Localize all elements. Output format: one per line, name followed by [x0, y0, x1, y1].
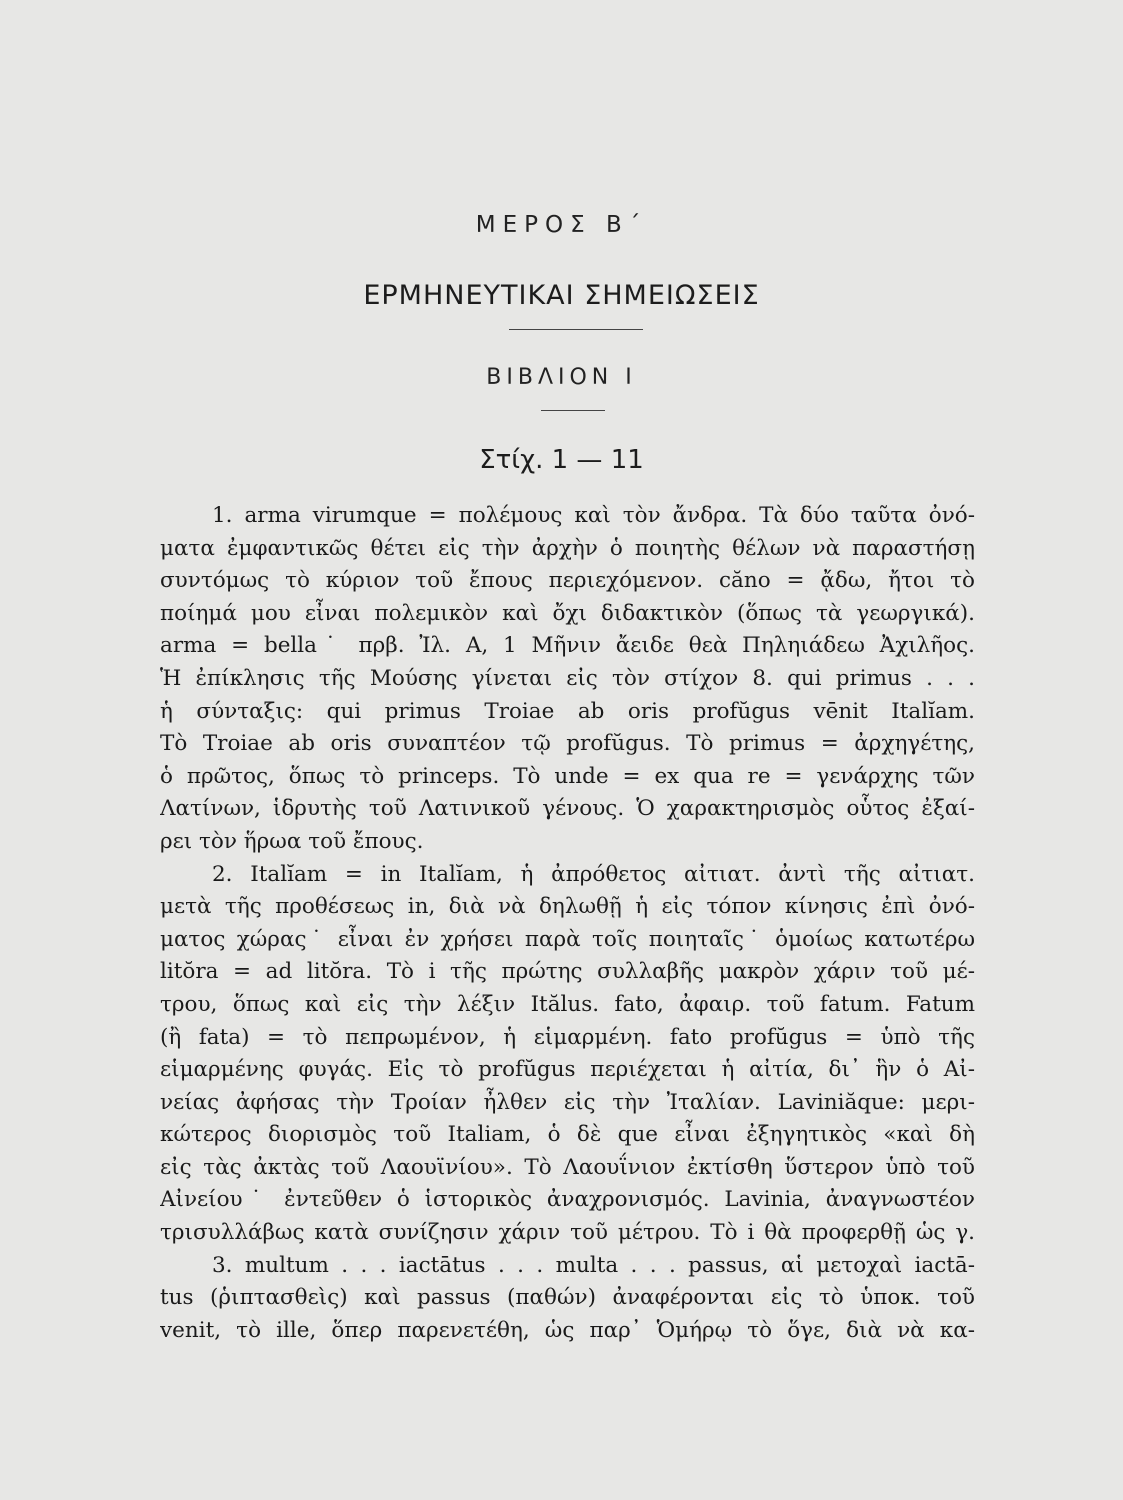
- text-line: ρει τὸν ἥρωα τοῦ ἔπους.: [160, 828, 424, 854]
- book-divider: [541, 410, 605, 411]
- text-line: συντόμως τὸ κύριον τοῦ ἔπους περιεχόμενον. căno = ᾄδω, ἤτοι τὸ: [160, 568, 975, 594]
- text-line: κώτερος διορισμὸς τοῦ Italiam, ὁ δὲ que εἶναι ἐξηγητικὸς «καὶ δὴ: [160, 1122, 975, 1148]
- verse-range-heading: Στίχ. 1 — 11: [479, 445, 644, 475]
- text-line: tus (ῥιπτασθεὶς) καὶ passus (παθών) ἀναφέρονται εἰς τὸ ὑποκ. τοῦ: [160, 1285, 975, 1311]
- text-line: ἡ σύνταξις: qui primus Troiae ab oris profŭgus vēnit Italĭam.: [160, 698, 975, 724]
- text-line: τρου, ὅπως καὶ εἰς τὴν λέξιν Itălus. fato, ἀφαιρ. τοῦ fatum. Fatum: [160, 991, 975, 1017]
- text-line: μετὰ τῆς προθέσεως in, διὰ νὰ δηλωθῇ ἡ εἰς τόπον κίνησις ἐπὶ ὀνό-: [160, 894, 975, 920]
- book-heading: ΒΙΒΛΙΟΝ Ι: [486, 365, 637, 390]
- text-line: 2. Italĭam = in Italĭam, ἡ ἀπρόθετος αἰτιατ. ἀντὶ τῆς αἰτιατ.: [212, 861, 975, 887]
- text-line: Αἰνείου˙ ἐντεῦθεν ὁ ἱστορικὸς ἀναχρονισμός. Lavinia, ἀναγνωστέον: [160, 1187, 975, 1213]
- text-line: (ἢ fata) = τὸ πεπρωμένον, ἡ εἱμαρμένη. fato profŭgus = ὑπὸ τῆς: [160, 1024, 975, 1050]
- text-line: ποίημά μου εἶναι πολεμικὸν καὶ ὄχι διδακτικὸν (ὅπως τὰ γεωργικά).: [160, 600, 975, 626]
- text-line: εἰς τὰς ἀκτὰς τοῦ Λαουϊνίου». Τὸ Λαουΐνιον ἐκτίσθη ὕστερον ὑπὸ τοῦ: [160, 1154, 975, 1180]
- text-line: litŏra = ad litŏra. Τὸ i τῆς πρώτης συλλαβῆς μακρὸν χάριν τοῦ μέ-: [160, 959, 975, 985]
- text-line: 3. multum . . . iactātus . . . multa . . . passus, αἱ μετοχαὶ iactā-: [212, 1252, 975, 1278]
- text-line: venit, τὸ ille, ὅπερ παρενετέθη, ὡς παρ᾿ Ὁμήρῳ τὸ ὅγε, διὰ νὰ κα-: [160, 1317, 975, 1343]
- text-line: Λατίνων, ἱδρυτὴς τοῦ Λατινικοῦ γένους. Ὁ χαρακτηρισμὸς οὗτος ἐξαί-: [160, 796, 975, 822]
- text-line: τρισυλλάβως κατὰ συνίζησιν χάριν τοῦ μέτρου. Τὸ i θὰ προφερθῇ ὡς γ.: [160, 1220, 975, 1246]
- text-line: ματα ἐμφαντικῶς θέτει εἰς τὴν ἀρχὴν ὁ ποιητὴς θέλων νὰ παραστήσῃ: [160, 535, 975, 561]
- text-line: Ἡ ἐπίκλησις τῆς Μούσης γίνεται εἰς τὸν στίχον 8. qui primus . . .: [160, 665, 975, 691]
- title-divider: [509, 329, 643, 330]
- commentary-text: [160, 500, 975, 1347]
- text-line: arma = bella˙ πρβ. Ἰλ. Α, 1 Μῆνιν ἄειδε θεὰ Πηληιάδεω Ἀχιλῆος.: [160, 633, 975, 659]
- text-line: νείας ἀφήσας τὴν Τροίαν ἦλθεν εἰς τὴν Ἰταλίαν. Laviniăque: μερι-: [160, 1089, 975, 1115]
- part-heading: ΜΕΡΟΣ Β΄: [475, 212, 648, 238]
- text-line: ματος χώρας˙ εἶναι ἐν χρήσει παρὰ τοῖς ποιηταῖς˙ ὁμοίως κατωτέρω: [160, 926, 975, 952]
- section-title: ΕΡΜΗΝΕΥΤΙΚΑΙ ΣΗΜΕΙΩΣΕΙΣ: [363, 280, 760, 311]
- text-line: εἱμαρμένης φυγάς. Εἰς τὸ profŭgus περιέχεται ἡ αἰτία, δι᾿ ἣν ὁ Αἰ-: [160, 1057, 975, 1083]
- text-line: Τὸ Troiae ab oris συναπτέον τῷ profŭgus. Τὸ primus = ἀρχηγέτης,: [160, 731, 975, 757]
- text-line: ὁ πρῶτος, ὅπως τὸ princeps. Τὸ unde = ex qua re = γενάρχης τῶν: [160, 763, 975, 789]
- text-line: 1. arma virumque = πολέμους καὶ τὸν ἄνδρα. Τὰ δύο ταῦτα ὀνό-: [212, 503, 975, 528]
